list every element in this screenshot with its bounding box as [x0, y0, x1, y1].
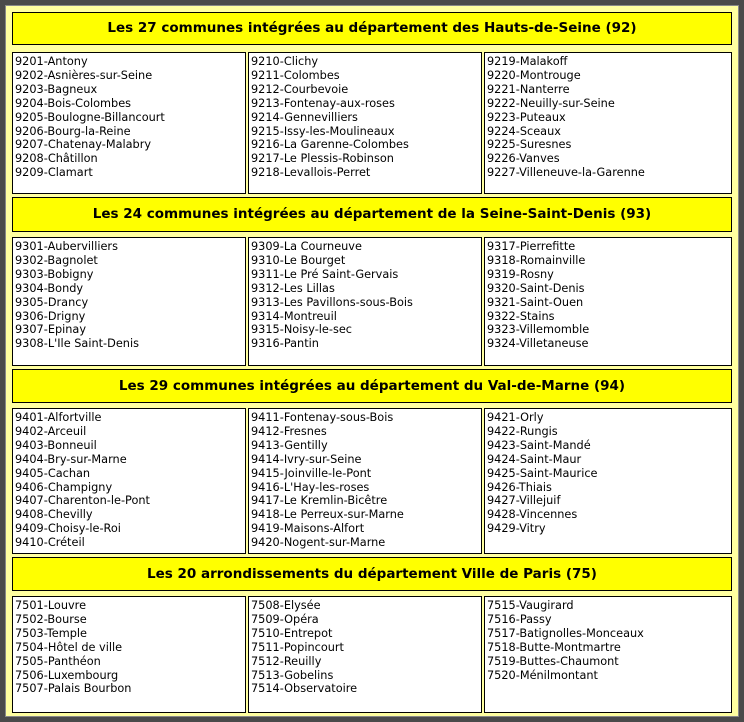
commune-item: 7502-Bourse	[15, 612, 87, 626]
commune-item: 9204-Bois-Colombes	[15, 96, 132, 110]
commune-item: 9218-Levallois-Perret	[251, 166, 371, 180]
commune-item: 7510-Entrepot	[251, 626, 333, 640]
commune-item: 9219-Malakoff	[487, 55, 568, 68]
commune-item: 9213-Fontenay-aux-roses	[251, 96, 395, 110]
commune-item: 9419-Maisons-Alfort	[251, 522, 365, 536]
commune-item: 9404-Bry-sur-Marne	[15, 452, 127, 466]
commune-item: 9301-Aubervilliers	[15, 240, 118, 253]
commune-item: 9303-Bobigny	[15, 267, 94, 281]
commune-item: 9222-Neuilly-sur-Seine	[487, 96, 615, 110]
commune-item: 9324-Villetaneuse	[487, 337, 589, 351]
commune-item: 7504-Hôtel de ville	[15, 640, 123, 654]
commune-item: 9209-Clamart	[15, 166, 93, 180]
commune-item: 9226-Vanves	[487, 152, 560, 166]
column-val-de-marne-3	[484, 408, 732, 554]
commune-item: 7511-Popincourt	[251, 640, 344, 654]
commune-item: 9202-Asnières-sur-Seine	[15, 68, 153, 82]
commune-item: 9407-Charenton-le-Pont	[15, 494, 150, 508]
commune-item: 9211-Colombes	[251, 68, 340, 82]
commune-item: 9417-Le Kremlin-Bicêtre	[251, 494, 388, 508]
commune-item: 9425-Saint-Maurice	[487, 466, 598, 480]
commune-item: 9424-Saint-Maur	[487, 452, 582, 466]
commune-item: 9429-Vitry	[487, 522, 546, 536]
commune-item: 9427-Villejuif	[487, 494, 561, 508]
commune-item: 9315-Noisy-le-sec	[251, 323, 352, 337]
commune-item: 9207-Chatenay-Malabry	[15, 138, 152, 152]
commune-item: 7517-Batignolles-Monceaux	[487, 626, 644, 640]
commune-item: 7509-Opéra	[251, 612, 319, 626]
commune-item: 9206-Bourg-la-Reine	[15, 124, 131, 138]
commune-item: 7512-Reuilly	[251, 654, 322, 668]
commune-item: 7507-Palais Bourbon	[15, 682, 132, 696]
commune-item: 9224-Sceaux	[487, 124, 561, 138]
commune-item: 9420-Nogent-sur-Marne	[251, 536, 386, 550]
commune-item: 9220-Montrouge	[487, 68, 581, 82]
section-title-paris: Les 20 arrondissements du département Ville de Paris (75)	[12, 557, 732, 591]
commune-item: 9205-Boulogne-Billancourt	[15, 110, 165, 124]
section-title-val-de-marne: Les 29 communes intégrées au département du Val-de-Marne (94)	[12, 369, 732, 403]
commune-item: 9421-Orly	[487, 411, 544, 424]
commune-item: 9203-Bagneux	[15, 82, 98, 96]
commune-item: 7503-Temple	[15, 626, 87, 640]
commune-item: 9302-Bagnolet	[15, 253, 98, 267]
commune-item: 9402-Arceuil	[15, 424, 87, 438]
commune-item: 9311-Le Pré Saint-Gervais	[251, 267, 399, 281]
column-seine-saint-denis-1	[12, 237, 246, 366]
commune-item: 9408-Chevilly	[15, 508, 93, 522]
commune-item: 9401-Alfortville	[15, 411, 102, 424]
commune-item: 7515-Vaugirard	[487, 599, 574, 612]
commune-item: 9225-Suresnes	[487, 138, 572, 152]
column-paris-3	[484, 596, 732, 713]
commune-item: 9414-Ivry-sur-Seine	[251, 452, 362, 466]
commune-item: 9416-L'Hay-les-roses	[251, 480, 370, 494]
commune-item: 9320-Saint-Denis	[487, 281, 585, 295]
commune-item: 9415-Joinville-le-Pont	[251, 466, 372, 480]
commune-item: 9319-Rosny	[487, 267, 554, 281]
commune-item: 9212-Courbevoie	[251, 82, 349, 96]
column-hauts-de-seine-1	[12, 52, 246, 194]
commune-item: 9406-Champigny	[15, 480, 113, 494]
commune-item: 9201-Antony	[15, 55, 88, 68]
commune-item: 9426-Thiais	[487, 480, 552, 494]
commune-item: 9410-Créteil	[15, 536, 85, 550]
commune-item: 9307-Epinay	[15, 323, 87, 337]
column-paris-1	[12, 596, 246, 713]
commune-item: 7501-Louvre	[15, 599, 87, 612]
commune-item: 7519-Buttes-Chaumont	[487, 654, 619, 668]
commune-item: 9405-Cachan	[15, 466, 91, 480]
commune-item: 9208-Châtillon	[15, 152, 98, 166]
commune-item: 9422-Rungis	[487, 424, 558, 438]
column-val-de-marne-2	[248, 408, 482, 554]
commune-item: 7518-Butte-Montmartre	[487, 640, 621, 654]
section-title-hauts-de-seine: Les 27 communes intégrées au département des Hauts-de-Seine (92)	[12, 12, 732, 45]
commune-item: 9317-Pierrefitte	[487, 240, 576, 253]
commune-item: 9423-Saint-Mandé	[487, 438, 591, 452]
section-title-seine-saint-denis: Les 24 communes intégrées au département de la Seine-Saint-Denis (93)	[12, 197, 732, 232]
commune-item: 9308-L'Ile Saint-Denis	[15, 337, 139, 351]
commune-item: 9322-Stains	[487, 309, 555, 323]
commune-item: 9217-Le Plessis-Robinson	[251, 152, 394, 166]
commune-item: 9418-Le Perreux-sur-Marne	[251, 508, 404, 522]
commune-item: 9321-Saint-Ouen	[487, 295, 584, 309]
commune-item: 9409-Choisy-le-Roi	[15, 522, 121, 536]
communes-table	[5, 5, 739, 717]
commune-item: 9313-Les Pavillons-sous-Bois	[251, 295, 413, 309]
column-hauts-de-seine-2	[248, 52, 482, 194]
commune-item: 7505-Panthéon	[15, 654, 101, 668]
commune-item: 9216-La Garenne-Colombes	[251, 138, 409, 152]
column-val-de-marne-1	[12, 408, 246, 554]
commune-item: 9318-Romainville	[487, 253, 586, 267]
commune-item: 9411-Fontenay-sous-Bois	[251, 411, 394, 424]
commune-item: 9312-Les Lillas	[251, 281, 335, 295]
commune-item: 9210-Clichy	[251, 55, 319, 68]
commune-item: 7513-Gobelins	[251, 668, 334, 682]
commune-item: 9309-La Courneuve	[251, 240, 362, 253]
commune-item: 9413-Gentilly	[251, 438, 328, 452]
commune-item: 7508-Elysée	[251, 599, 321, 612]
commune-item: 9214-Gennevilliers	[251, 110, 358, 124]
commune-item: 7514-Observatoire	[251, 682, 358, 696]
commune-item: 7516-Passy	[487, 612, 552, 626]
commune-item: 9304-Bondy	[15, 281, 84, 295]
commune-item: 9428-Vincennes	[487, 508, 578, 522]
commune-item: 9323-Villemomble	[487, 323, 590, 337]
column-paris-2	[248, 596, 482, 713]
commune-item: 9403-Bonneuil	[15, 438, 97, 452]
commune-item: 9412-Fresnes	[251, 424, 327, 438]
column-seine-saint-denis-3	[484, 237, 732, 366]
commune-item: 9314-Montreuil	[251, 309, 337, 323]
commune-item: 9305-Drancy	[15, 295, 89, 309]
commune-item: 9310-Le Bourget	[251, 253, 346, 267]
commune-item: 9227-Villeneuve-la-Garenne	[487, 166, 645, 180]
column-hauts-de-seine-3	[484, 52, 732, 194]
commune-item: 9306-Drigny	[15, 309, 86, 323]
commune-item: 7506-Luxembourg	[15, 668, 119, 682]
commune-item: 9316-Pantin	[251, 337, 319, 351]
commune-item: 7520-Ménilmontant	[487, 668, 598, 682]
column-seine-saint-denis-2	[248, 237, 482, 366]
commune-item: 9215-Issy-les-Moulineaux	[251, 124, 395, 138]
commune-item: 9223-Puteaux	[487, 110, 566, 124]
commune-item: 9221-Nanterre	[487, 82, 570, 96]
